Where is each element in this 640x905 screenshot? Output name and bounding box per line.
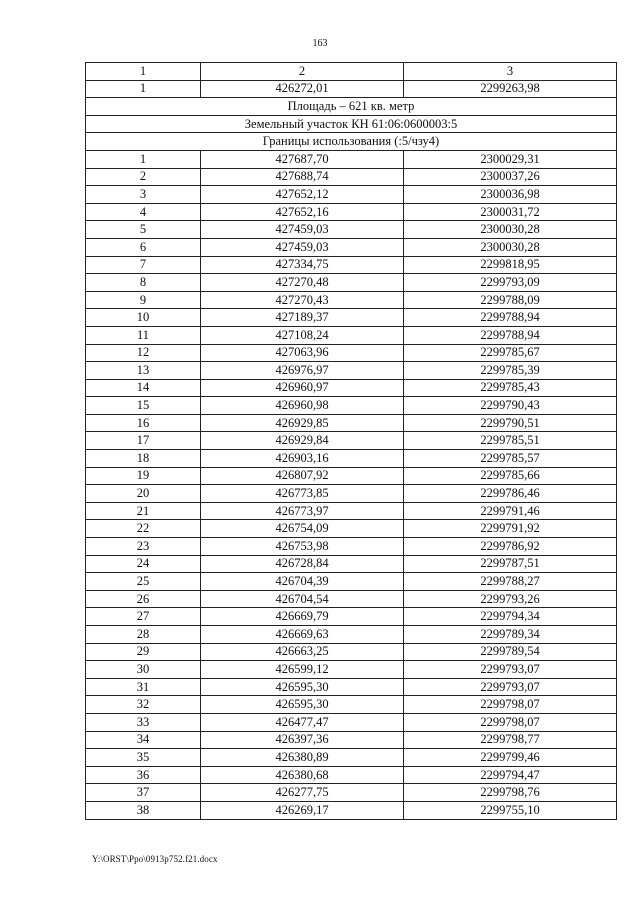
- table-row: [86, 485, 617, 503]
- table-row: [86, 696, 617, 714]
- table-row: [86, 608, 617, 626]
- cell-x: 427270,43: [201, 291, 404, 309]
- cell-y: 2299785,51: [404, 432, 617, 450]
- table-row: [86, 450, 617, 468]
- cell-x: 426704,39: [201, 573, 404, 591]
- table-row: [86, 749, 617, 767]
- table-row: [86, 626, 617, 644]
- cell-x: 426477,47: [201, 713, 404, 731]
- cell-number: 16: [86, 414, 201, 432]
- table-row: [86, 186, 617, 204]
- cell-y: 2300031,72: [404, 203, 617, 221]
- cell-x: 426960,97: [201, 379, 404, 397]
- header-cell-x: 2: [201, 63, 404, 81]
- table-row: [86, 344, 617, 362]
- cell-number: 17: [86, 432, 201, 450]
- cell-x: 427459,03: [201, 238, 404, 256]
- cell-number: 6: [86, 238, 201, 256]
- plot-row: [86, 115, 617, 133]
- cell-x: 427334,75: [201, 256, 404, 274]
- cell-y: 2299798,07: [404, 713, 617, 731]
- cell-number: 14: [86, 379, 201, 397]
- cell-number: 32: [86, 696, 201, 714]
- cell-y: 2300030,28: [404, 221, 617, 239]
- cell-number: 24: [86, 555, 201, 573]
- plot-cadastral-text: Земельный участок КН 61:06:0600003:5: [86, 115, 617, 133]
- cell-x: 426595,30: [201, 678, 404, 696]
- cell-y: 2299791,92: [404, 520, 617, 538]
- cell-y: 2300029,31: [404, 150, 617, 168]
- cell-y: 2299789,54: [404, 643, 617, 661]
- cell-y: 2299794,34: [404, 608, 617, 626]
- cell-number: 37: [86, 784, 201, 802]
- cell-x: 426929,85: [201, 414, 404, 432]
- cell-number: 36: [86, 766, 201, 784]
- cell-x: 426903,16: [201, 450, 404, 468]
- table-row: [86, 678, 617, 696]
- cell-number: 22: [86, 520, 201, 538]
- cell-y: 2299785,67: [404, 344, 617, 362]
- cell-x: 426599,12: [201, 661, 404, 679]
- cell-x: 426380,68: [201, 766, 404, 784]
- cell-number: 13: [86, 362, 201, 380]
- cell-number: 9: [86, 291, 201, 309]
- cell-y: 2299785,66: [404, 467, 617, 485]
- cell-x: 426595,30: [201, 696, 404, 714]
- cell-x: 426277,75: [201, 784, 404, 802]
- cell-x: 426976,97: [201, 362, 404, 380]
- page-number: 163: [312, 38, 328, 49]
- cell-y: 2299798,76: [404, 784, 617, 802]
- cell-y: 2299786,92: [404, 538, 617, 556]
- cell-number: 20: [86, 485, 201, 503]
- cell-x: 427189,37: [201, 309, 404, 327]
- table-row: [86, 643, 617, 661]
- table-row: [86, 661, 617, 679]
- cell-x: 426380,89: [201, 749, 404, 767]
- table-row: [86, 291, 617, 309]
- cell-number: 10: [86, 309, 201, 327]
- cell-y: 2299785,43: [404, 379, 617, 397]
- cell-y: 2299798,77: [404, 731, 617, 749]
- cell-y: 2299793,07: [404, 678, 617, 696]
- table-row: [86, 538, 617, 556]
- cell-x: 426669,79: [201, 608, 404, 626]
- cell-number: 29: [86, 643, 201, 661]
- boundary-row: [86, 133, 617, 151]
- cell-x: 427652,16: [201, 203, 404, 221]
- cell-number: 4: [86, 203, 201, 221]
- cell-x: 426773,85: [201, 485, 404, 503]
- cell-number: 11: [86, 326, 201, 344]
- cell-number: 21: [86, 502, 201, 520]
- table-row: [86, 309, 617, 327]
- cell-number: 1: [86, 80, 201, 98]
- cell-number: 25: [86, 573, 201, 591]
- cell-y: 2299788,27: [404, 573, 617, 591]
- cell-number: 31: [86, 678, 201, 696]
- cell-x: 426773,97: [201, 502, 404, 520]
- table-row: [86, 256, 617, 274]
- cell-x: 426753,98: [201, 538, 404, 556]
- cell-y: 2299793,09: [404, 274, 617, 292]
- table-row: [86, 150, 617, 168]
- table-row: [86, 362, 617, 380]
- table-row: [86, 414, 617, 432]
- table-row: [86, 467, 617, 485]
- cell-x: 426669,63: [201, 626, 404, 644]
- table-row: [86, 80, 617, 98]
- cell-y: 2299788,94: [404, 326, 617, 344]
- cell-number: 34: [86, 731, 201, 749]
- table-row: [86, 731, 617, 749]
- table-row: [86, 520, 617, 538]
- cell-x: 427687,70: [201, 150, 404, 168]
- cell-number: 2: [86, 168, 201, 186]
- table-row: [86, 573, 617, 591]
- table-row: [86, 203, 617, 221]
- cell-number: 38: [86, 801, 201, 819]
- cell-y: 2299798,07: [404, 696, 617, 714]
- cell-y: 2299755,10: [404, 801, 617, 819]
- cell-number: 30: [86, 661, 201, 679]
- cell-x: 427459,03: [201, 221, 404, 239]
- cell-x: 427063,96: [201, 344, 404, 362]
- cell-number: 33: [86, 713, 201, 731]
- cell-y: 2299785,39: [404, 362, 617, 380]
- cell-x: 427688,74: [201, 168, 404, 186]
- table-row: [86, 238, 617, 256]
- cell-y: 2300036,98: [404, 186, 617, 204]
- cell-x: 426269,17: [201, 801, 404, 819]
- table-row: [86, 432, 617, 450]
- coordinates-table-body: [86, 63, 617, 820]
- table-row: [86, 590, 617, 608]
- cell-x: 426807,92: [201, 467, 404, 485]
- table-row: [86, 397, 617, 415]
- cell-x: 426272,01: [201, 80, 404, 98]
- cell-x: 427108,24: [201, 326, 404, 344]
- cell-y: 2300030,28: [404, 238, 617, 256]
- cell-number: 7: [86, 256, 201, 274]
- table-row: [86, 555, 617, 573]
- cell-y: 2299799,46: [404, 749, 617, 767]
- table-row: [86, 502, 617, 520]
- cell-number: 23: [86, 538, 201, 556]
- cell-number: 8: [86, 274, 201, 292]
- cell-number: 18: [86, 450, 201, 468]
- cell-y: 2299793,26: [404, 590, 617, 608]
- cell-number: 26: [86, 590, 201, 608]
- cell-number: 3: [86, 186, 201, 204]
- table-row: [86, 801, 617, 819]
- cell-x: 426960,98: [201, 397, 404, 415]
- cell-y: 2299790,51: [404, 414, 617, 432]
- cell-y: 2299786,46: [404, 485, 617, 503]
- coordinates-table: [85, 62, 617, 820]
- cell-y: 2299785,57: [404, 450, 617, 468]
- cell-number: 1: [86, 150, 201, 168]
- cell-number: 12: [86, 344, 201, 362]
- cell-number: 28: [86, 626, 201, 644]
- table-row: [86, 168, 617, 186]
- cell-number: 27: [86, 608, 201, 626]
- boundary-text: Границы использования (:5/чзу4): [86, 133, 617, 151]
- cell-number: 35: [86, 749, 201, 767]
- table-row: [86, 274, 617, 292]
- area-row: [86, 98, 617, 116]
- footer-file-path: Y:\ORST\Ppo\0913p752.f21.docx: [92, 854, 218, 864]
- header-cell-number: 1: [86, 63, 201, 81]
- cell-number: 15: [86, 397, 201, 415]
- cell-x: 426754,09: [201, 520, 404, 538]
- table-row: [86, 784, 617, 802]
- table-row: [86, 221, 617, 239]
- table-row: [86, 713, 617, 731]
- cell-y: 2299787,51: [404, 555, 617, 573]
- cell-number: 19: [86, 467, 201, 485]
- table-row: [86, 326, 617, 344]
- cell-y: 2299789,34: [404, 626, 617, 644]
- table-header-row: [86, 63, 617, 81]
- cell-x: 426929,84: [201, 432, 404, 450]
- table-row: [86, 379, 617, 397]
- cell-x: 427652,12: [201, 186, 404, 204]
- cell-y: 2300037,26: [404, 168, 617, 186]
- cell-x: 426663,25: [201, 643, 404, 661]
- cell-y: 2299818,95: [404, 256, 617, 274]
- cell-x: 426704,54: [201, 590, 404, 608]
- cell-number: 5: [86, 221, 201, 239]
- cell-y: 2299791,46: [404, 502, 617, 520]
- header-cell-y: 3: [404, 63, 617, 81]
- area-text: Площадь – 621 кв. метр: [86, 98, 617, 116]
- cell-x: 426728,84: [201, 555, 404, 573]
- cell-y: 2299263,98: [404, 80, 617, 98]
- table-row: [86, 766, 617, 784]
- cell-y: 2299788,09: [404, 291, 617, 309]
- cell-y: 2299793,07: [404, 661, 617, 679]
- cell-y: 2299790,43: [404, 397, 617, 415]
- cell-y: 2299788,94: [404, 309, 617, 327]
- cell-x: 427270,48: [201, 274, 404, 292]
- cell-y: 2299794,47: [404, 766, 617, 784]
- cell-x: 426397,36: [201, 731, 404, 749]
